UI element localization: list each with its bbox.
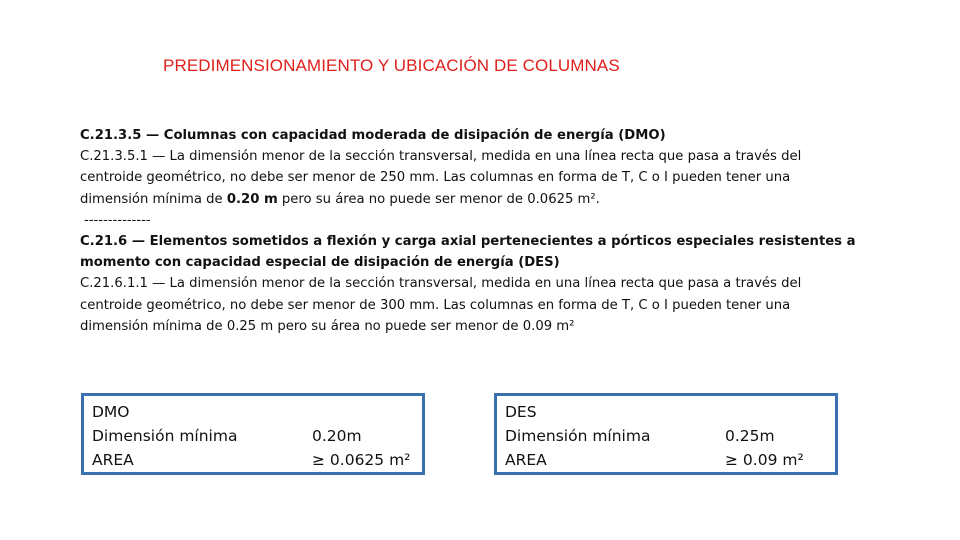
des-labels (505, 400, 650, 472)
dmo-heading: C.21.3.5 — Columnas con capacidad moderada de disipación de energía (DMO) (80, 128, 666, 143)
des-heading: momento con capacidad especial de disipación de energía (DES) (80, 255, 560, 271)
dmo-dim-label: Dimensión mínima (92, 427, 238, 445)
dmo-summary-box (81, 393, 425, 475)
dmo-values (312, 424, 410, 472)
des-dim-value: 0.25m (725, 427, 775, 445)
des-text-line: C.21.6.1.1 — La dimensión menor de la sección transversal, medida en una línea recta que pasa a través del (80, 276, 802, 292)
document-body (80, 125, 880, 337)
des-heading: C.21.6 — Elementos sometidos a flexión y carga axial pertenecientes a pórticos especiales resistentes a (80, 234, 856, 250)
des-area-label: AREA (505, 451, 547, 469)
dmo-area-value: ≥ 0.0625 m² (312, 451, 411, 469)
dmo-min-dimension: 0.20 m (226, 191, 278, 207)
dmo-text-line: centroide geométrico, no debe ser menor de 250 mm. Las columnas en forma de T, C o I pueden tener una (80, 170, 791, 186)
dmo-labels (92, 400, 237, 472)
dmo-area-label: AREA (92, 451, 134, 469)
dmo-text-fragment: dimensión mínima de (80, 191, 227, 207)
des-area-value: ≥ 0.09 m² (725, 451, 804, 469)
dmo-label: DMO (92, 403, 130, 421)
des-label: DES (505, 403, 537, 421)
des-text-line: centroide geométrico, no debe ser menor de 300 mm. Las columnas en forma de T, C o I pueden tener una (80, 297, 791, 313)
dmo-dim-value: 0.20m (312, 427, 362, 445)
des-summary-box (494, 393, 838, 475)
des-text-line: dimensión mínima de 0.25 m pero su área no puede ser menor de 0.09 m² (80, 318, 575, 334)
des-values (725, 424, 804, 472)
separator: -------------- (84, 212, 151, 228)
dmo-text-line (80, 189, 880, 210)
dmo-text-fragment: pero su área no puede ser menor de 0.0625 m². (277, 191, 600, 207)
page-title: PREDIMENSIONAMIENTO Y UBICACIÓN DE COLUMNAS (163, 56, 620, 75)
des-dim-label: Dimensión mínima (505, 427, 651, 445)
dmo-text-line: C.21.3.5.1 — La dimensión menor de la sección transversal, medida en una línea recta que pasa a través del (80, 149, 802, 165)
